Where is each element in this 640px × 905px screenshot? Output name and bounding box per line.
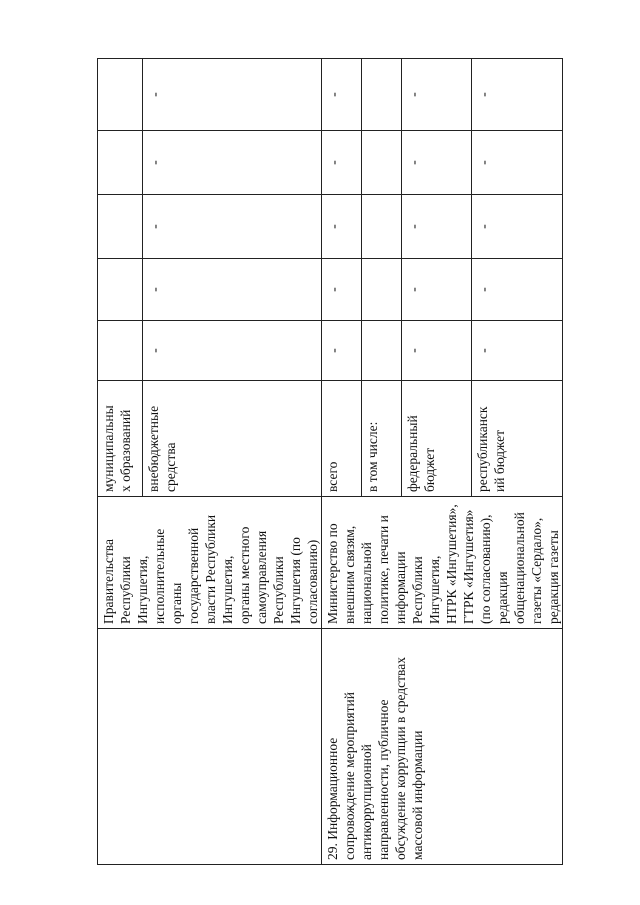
source-text: внебюджетные средства	[146, 405, 178, 492]
table-row	[98, 59, 143, 865]
value-text: -	[476, 224, 492, 229]
value-text: -	[327, 160, 342, 165]
value-text: -	[407, 160, 423, 165]
value-cell	[362, 321, 402, 381]
executor-text: Министерство по внешним связям, национальной политике, печати и информации Республики Ингушетия, НТРК «Ингушетия», ГТРК «Ингушетия» (по согласованию), редакция общенациональной газеты «Сердало», редакция газеты	[325, 504, 561, 624]
executor-text: Правительства Республики Ингушетия, исполнительные органы государственной власти Республики Ингушетия, органы местного самоуправления Республики Ингушетия (по согласованию)	[101, 514, 320, 624]
item-cell	[322, 629, 563, 865]
rotated-table-sheet	[97, 59, 561, 865]
value-cell	[402, 195, 472, 259]
value-text: -	[327, 224, 342, 229]
executor-cell	[98, 497, 322, 629]
source-cell	[98, 381, 143, 497]
value-cell	[362, 59, 402, 131]
source-cell	[143, 381, 322, 497]
value-text: -	[148, 224, 163, 229]
executor-cell	[322, 497, 563, 629]
source-text: в том числе:	[365, 421, 381, 492]
value-text: -	[327, 348, 342, 353]
value-cell	[322, 321, 362, 381]
source-text: республиканск ий бюджет	[474, 406, 507, 492]
value-text: -	[476, 160, 492, 165]
item-cell	[98, 629, 322, 865]
value-cell	[143, 131, 322, 195]
value-text: -	[407, 348, 423, 353]
value-cell	[322, 195, 362, 259]
value-text: -	[407, 92, 423, 97]
table-row	[322, 59, 362, 865]
source-cell	[362, 381, 402, 497]
value-cell	[402, 59, 472, 131]
value-cell	[362, 131, 402, 195]
value-cell	[362, 259, 402, 321]
value-text: -	[476, 348, 492, 353]
value-text: -	[148, 160, 163, 165]
value-cell	[143, 59, 322, 131]
value-text: -	[148, 348, 163, 353]
program-funding-table	[97, 58, 563, 865]
value-text: -	[476, 92, 492, 97]
value-cell	[98, 195, 143, 259]
value-cell	[402, 131, 472, 195]
value-cell	[143, 195, 322, 259]
source-text: муниципальны х образований	[101, 405, 133, 492]
value-cell	[471, 131, 562, 195]
source-text: всего	[325, 461, 340, 492]
value-cell	[322, 259, 362, 321]
value-text: -	[407, 287, 423, 292]
source-cell	[402, 381, 472, 497]
value-cell	[471, 321, 562, 381]
value-cell	[471, 259, 562, 321]
value-cell	[98, 131, 143, 195]
value-cell	[322, 131, 362, 195]
value-cell	[402, 321, 472, 381]
source-text: федеральный бюджет	[405, 415, 438, 492]
value-cell	[471, 195, 562, 259]
value-text: -	[407, 224, 423, 229]
value-cell	[143, 321, 322, 381]
value-cell	[143, 259, 322, 321]
value-cell	[471, 59, 562, 131]
value-cell	[362, 195, 402, 259]
value-cell	[98, 321, 143, 381]
value-cell	[98, 259, 143, 321]
source-cell	[471, 381, 562, 497]
value-cell	[402, 259, 472, 321]
value-text: -	[148, 92, 163, 97]
value-text: -	[476, 287, 492, 292]
value-text: -	[327, 92, 342, 97]
value-cell	[322, 59, 362, 131]
item-text: 29. Информационное сопровождение мероприятий антикоррупционной направленности, публичное обсуждение коррупции в средствах массовой информации	[325, 657, 425, 860]
source-cell	[322, 381, 362, 497]
value-text: -	[327, 287, 342, 292]
value-text: -	[148, 287, 163, 292]
value-cell	[98, 59, 143, 131]
